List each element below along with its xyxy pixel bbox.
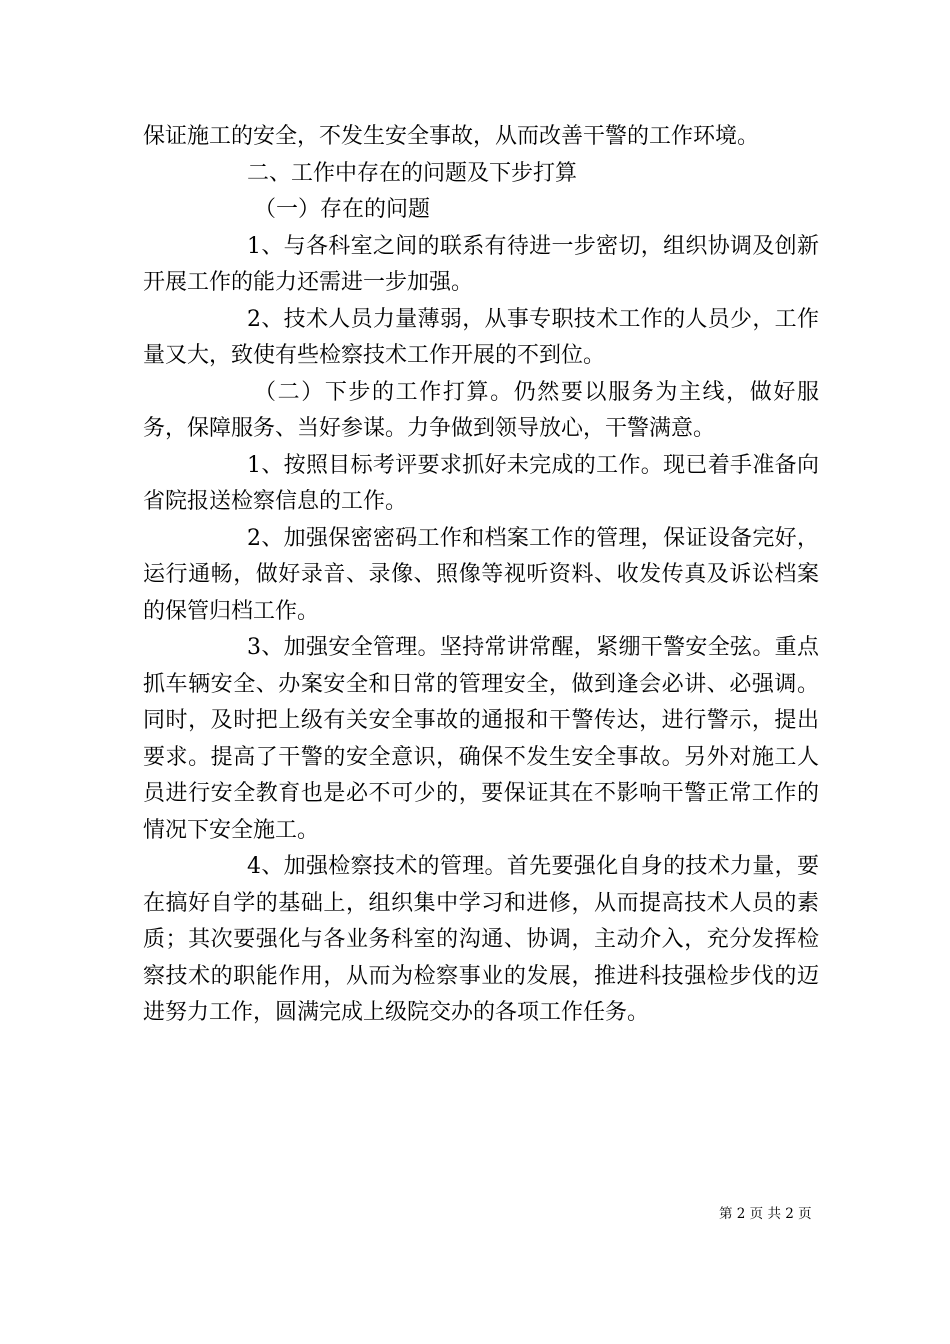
section-heading-problems-and-plans: 二、工作中存在的问题及下步打算	[247, 160, 578, 186]
subsection-heading-existing-problems: （一）存在的问题	[254, 197, 431, 222]
paragraph-problem-1: 1、与各科室之间的联系有待进一步密切，组织协调及创新开展工作的能力还需进一步加强。	[143, 233, 819, 295]
paragraph-plan-2: 2、加强保密密码工作和档案工作的管理，保证设备完好，运行通畅，做好录音、录像、照像等视听资料、收发传真及诉讼档案的保管归档工作。	[143, 525, 819, 624]
page-number-footer: 第 2 页 共 2 页	[719, 1206, 812, 1222]
paragraph-plan-3: 3、加强安全管理。坚持常讲常醒，紧绷干警安全弦。重点抓车辆安全、办案安全和日常的管理安全，做到逢会必讲、必强调。同时，及时把上级有关安全事故的通报和干警传达，进行警示，提出要求。提高了干警的安全意识，确保不发生安全事故。另外对施工人员进行安全教育也是必不可少的，要保证其在不影响干警正常工作的情况下安全施工。	[143, 635, 819, 843]
paragraph-continuation: 保证施工的安全，不发生安全事故，从而改善干警的工作环境。	[143, 124, 760, 149]
paragraph-plan-1: 1、按照目标考评要求抓好未完成的工作。现已着手准备向省院报送检察信息的工作。	[143, 452, 819, 514]
paragraph-plan-4: 4、加强检察技术的管理。首先要强化自身的技术力量，要在搞好自学的基础上，组织集中学习和进修，从而提高技术人员的素质；其次要强化与各业务科室的沟通、协调，主动介入，充分发挥检察技术的职能作用，从而为检察事业的发展，推进科技强检步伐的迈进努力工作，圆满完成上级院交办的各项工作任务。	[143, 854, 819, 1025]
paragraph-next-plans: （二）下步的工作打算。仍然要以服务为主线，做好服务，保障服务、当好参谋。力争做到领导放心，干警满意。	[143, 379, 819, 441]
document-body	[143, 119, 819, 1032]
paragraph-problem-2: 2、技术人员力量薄弱，从事专职技术工作的人员少，工作量又大，致使有些检察技术工作开展的不到位。	[143, 306, 819, 368]
